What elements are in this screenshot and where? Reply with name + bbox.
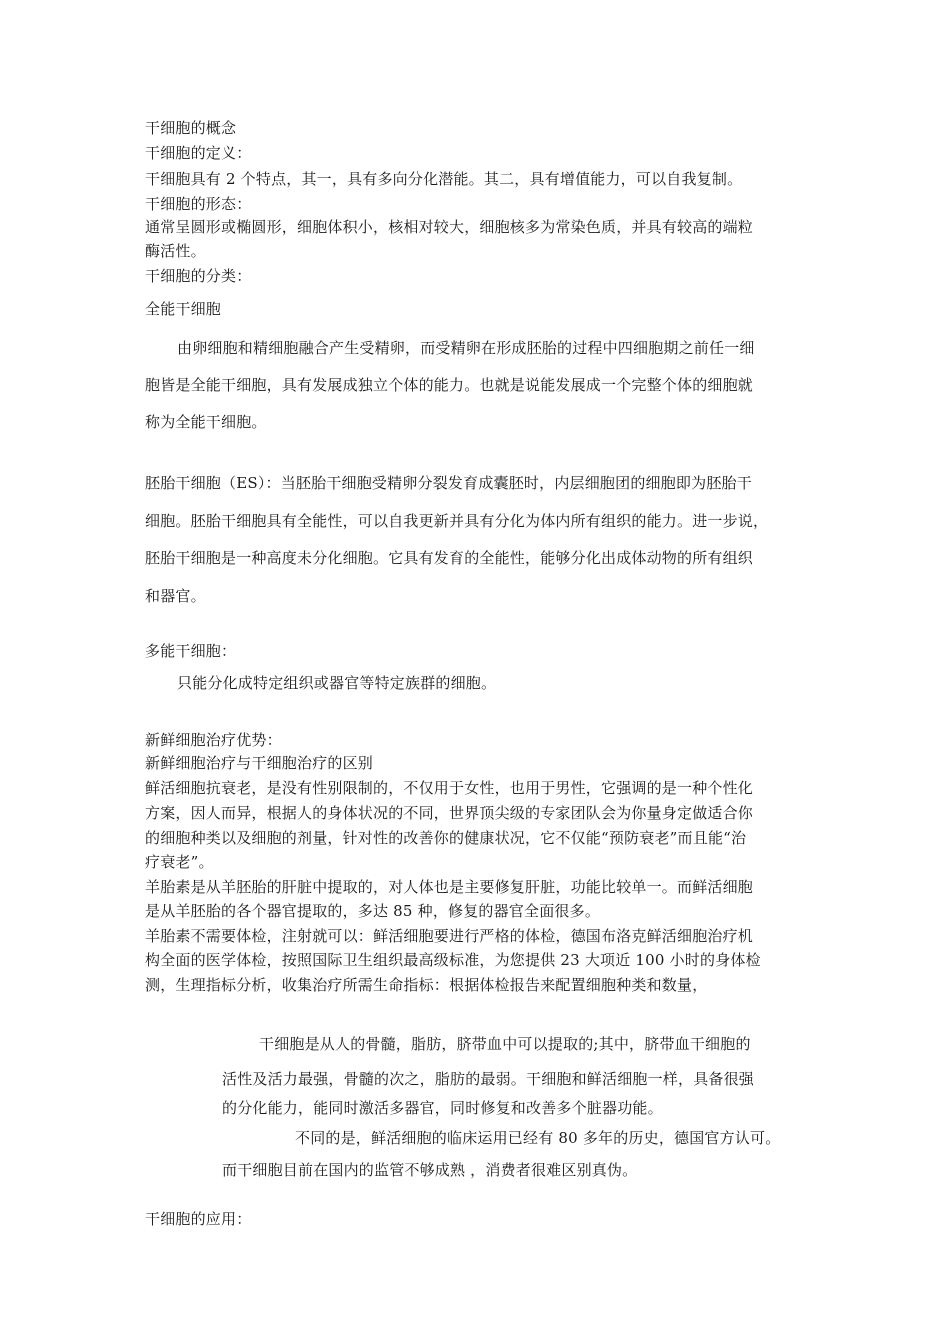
difference-line-2: 而干细胞目前在国内的监管不够成熟 ，消费者很难区别真伪。 [222,1161,638,1179]
fresh-p1-line-2: 方案，因人而异，根据人的身体状况的不同，世界顶尖级的专家团队会为你量身定做适合你 [145,804,754,822]
source-line-1: 干细胞是从人的骨髓，脂肪，脐带血中可以提取的;其中，脐带血干细胞的 [259,1035,751,1053]
morphology-heading: 干细胞的形态： [145,195,252,213]
fresh-p2-line-1: 羊胎素是从羊胚胎的肝脏中提取的，对人体也是主要修复肝脏，功能比较单一。而鲜活细胞 [145,878,754,896]
doc-title: 干细胞的概念 [145,119,237,137]
fresh-subheading: 新鲜细胞治疗与干细胞治疗的区别 [145,754,374,772]
totipotent-heading: 全能干细胞 [145,300,222,318]
fresh-p3-line-3: 测，生理指标分析，收集治疗所需生命指标：根据体检报告来配置细胞种类和数量， [145,976,708,994]
definition-text: 干细胞具有 2 个特点，其一，具有多向分化潜能。其二，具有增值能力，可以自我复制。 [145,170,743,188]
fresh-p1-line-4: 疗衰老”。 [145,853,214,871]
fresh-p1-line-1: 鲜活细胞抗衰老，是没有性别限制的，不仅用于女性，也用于男性，它强调的是一种个性化 [145,779,754,797]
fresh-p3-line-2: 构全面的医学体检，按照国际卫生组织最高级标准，为您提供 23 大项近 100 小时的身体检 [145,951,761,969]
classification-heading: 干细胞的分类： [145,267,252,285]
definition-heading: 干细胞的定义： [145,144,252,162]
application-heading: 干细胞的应用： [145,1210,252,1228]
morphology-line-1: 通常呈圆形或椭圆形，细胞体积小，核相对较大，细胞核多为常染色质，并具有较高的端粒 [145,218,754,236]
totipotent-line-1: 由卵细胞和精细胞融合产生受精卵，而受精卵在形成胚胎的过程中四细胞期之前任一细 [177,339,755,357]
es-line-3: 胚胎干细胞是一种高度未分化细胞。它具有发育的全能性，能够分化出成体动物的所有组织 [145,549,754,567]
fresh-p3-line-1: 羊胎素不需要体检，注射就可以：鲜活细胞要进行严格的体检，德国布洛克鲜活细胞治疗机 [145,927,754,945]
difference-line-1: 不同的是，鲜活细胞的临床运用已经有 80 多年的历史，德国官方认可。 [295,1129,781,1147]
fresh-heading: 新鲜细胞治疗优势： [145,731,282,749]
es-line-4: 和器官。 [145,587,206,605]
pluripotent-text: 只能分化成特定组织或器官等特定族群的细胞。 [177,674,497,692]
morphology-line-2: 酶活性。 [145,242,206,260]
source-line-3: 的分化能力，能同时激活多器官，同时修复和改善多个脏器功能。 [222,1099,663,1117]
pluripotent-heading: 多能干细胞： [145,642,237,660]
es-line-1: 胚胎干细胞（ES）：当胚胎干细胞受精卵分裂发育成囊胚时，内层细胞团的细胞即为胚胎干 [145,474,752,492]
fresh-p2-line-2: 是从羊胚胎的各个器官提取的，多达 85 种，修复的器官全面很多。 [145,902,601,920]
es-line-2: 细胞。胚胎干细胞具有全能性，可以自我更新并具有分化为体内所有组织的能力。进一步说， [145,512,769,530]
fresh-p1-line-3: 的细胞种类以及细胞的剂量，针对性的改善你的健康状况，它不仅能“预防衰老”而且能“治 [145,829,747,847]
source-line-2: 活性及活力最强，骨髓的次之，脂肪的最弱。干细胞和鲜活细胞一样，具备很强 [222,1070,755,1088]
totipotent-line-2: 胞皆是全能干细胞，具有发展成独立个体的能力。也就是说能发展成一个完整个体的细胞就 [145,376,754,394]
totipotent-line-3: 称为全能干细胞。 [145,413,267,431]
